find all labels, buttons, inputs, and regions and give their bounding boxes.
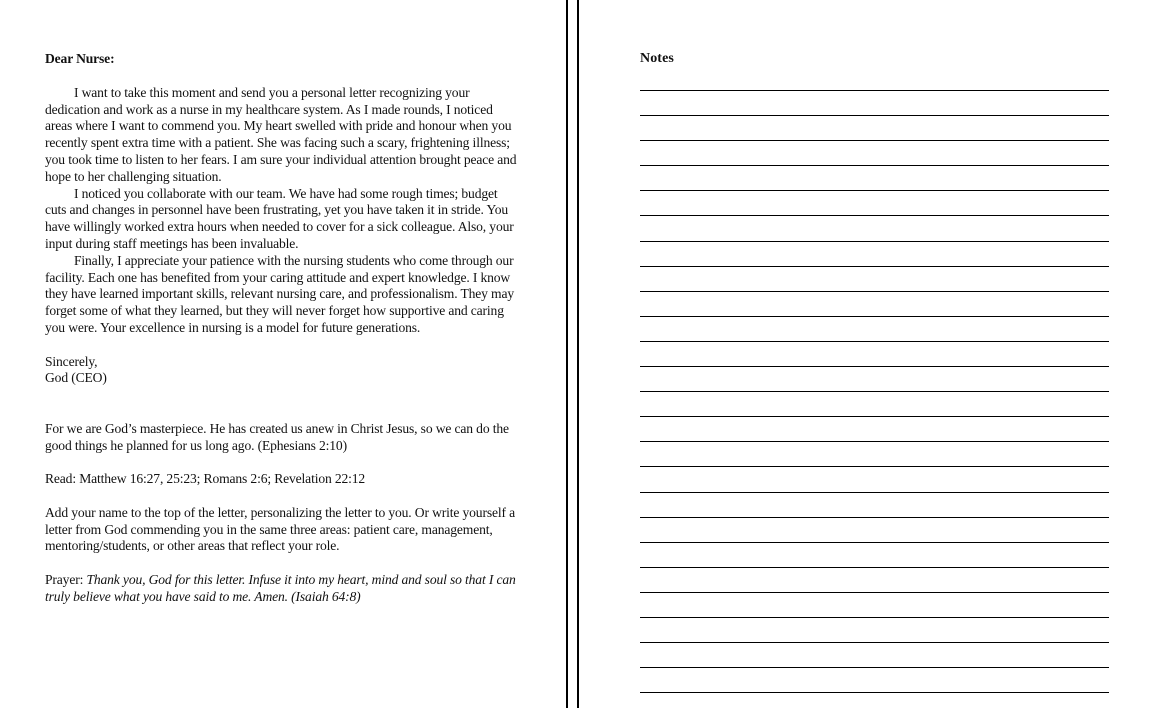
note-line <box>640 366 1109 391</box>
letter-closing: Sincerely, <box>45 353 98 369</box>
letter-paragraph-3: Finally, I appreciate your patience with the nursing students who come through our facility. Each one has benefited from your caring attitude and expert knowledge. I know they have learned important skills, relevant nursing care, and professionalism. They may forget some of what they learned, but they will never forget how supportive and caring you were. Your excellence in nursing is a model for future generations. <box>45 252 514 335</box>
scripture-verse: For we are God’s masterpiece. He has created us anew in Christ Jesus, so we can do the good things he planned for us long ago. (Ephesians 2:10) <box>45 420 509 453</box>
note-line <box>640 215 1109 240</box>
letter-paragraph-2: I noticed you collaborate with our team. We have had some rough times; budget cuts and changes in personnel have been frustrating, yet you have taken it in stride. You have willingly worked extra hours when needed to cover for a sick colleague. Also, your input during staff meetings has been invaluable. <box>45 185 514 251</box>
note-line <box>640 441 1109 466</box>
prayer-label: Prayer: <box>45 571 87 587</box>
note-line <box>640 165 1109 190</box>
notes-lines <box>640 90 1109 717</box>
letter <box>45 51 520 606</box>
page-divider-right <box>577 0 579 708</box>
letter-paragraph-1: I want to take this moment and send you a personal letter recognizing your dedication and work as a nurse in my healthcare system. As I made rounds, I noticed areas where I want to commend you. My heart swelled with pride and honour when you recently spent extra time with a patient. She was facing such a scary, frightening illness; you took time to listen to her fears. I am sure your individual attention brought peace and hope to her challenging situation. <box>45 84 517 184</box>
note-line <box>640 266 1109 291</box>
reading-references: Read: Matthew 16:27, 25:23; Romans 2:6; Revelation 22:12 <box>45 471 366 487</box>
spacer <box>45 454 520 471</box>
note-line <box>640 115 1109 140</box>
prayer <box>45 572 520 606</box>
spacer <box>45 337 520 354</box>
note-line <box>640 90 1109 115</box>
note-line <box>640 341 1109 366</box>
note-line <box>640 592 1109 617</box>
note-line <box>640 667 1109 692</box>
instruction-text: Add your name to the top of the letter, personalizing the letter to you. Or write yourself a letter from God commending you in the same three areas: patient care, management, mentoring/students, or other areas that reflect your role. <box>45 504 515 554</box>
left-page <box>0 0 566 708</box>
note-line <box>640 567 1109 592</box>
note-line <box>640 391 1109 416</box>
spacer <box>45 555 520 572</box>
notes-title: Notes <box>640 51 674 66</box>
note-line <box>640 692 1109 717</box>
spacer <box>45 387 520 421</box>
note-line <box>640 241 1109 266</box>
note-line <box>640 617 1109 642</box>
note-line <box>640 466 1109 491</box>
right-page <box>580 0 1156 708</box>
note-line <box>640 190 1109 215</box>
letter-signature: God (CEO) <box>45 370 107 386</box>
note-line <box>640 140 1109 165</box>
note-line <box>640 542 1109 567</box>
note-line <box>640 517 1109 542</box>
prayer-text: Thank you, God for this letter. Infuse it into my heart, mind and soul so that I can truly believe what you have said to me. Amen. (Isaiah 64:8) <box>45 571 516 604</box>
spacer <box>45 488 520 505</box>
letter-salutation: Dear Nurse: <box>45 51 115 66</box>
note-line <box>640 291 1109 316</box>
note-line <box>640 316 1109 341</box>
note-line <box>640 642 1109 667</box>
page-divider-left <box>566 0 568 708</box>
note-line <box>640 416 1109 441</box>
note-line <box>640 492 1109 517</box>
